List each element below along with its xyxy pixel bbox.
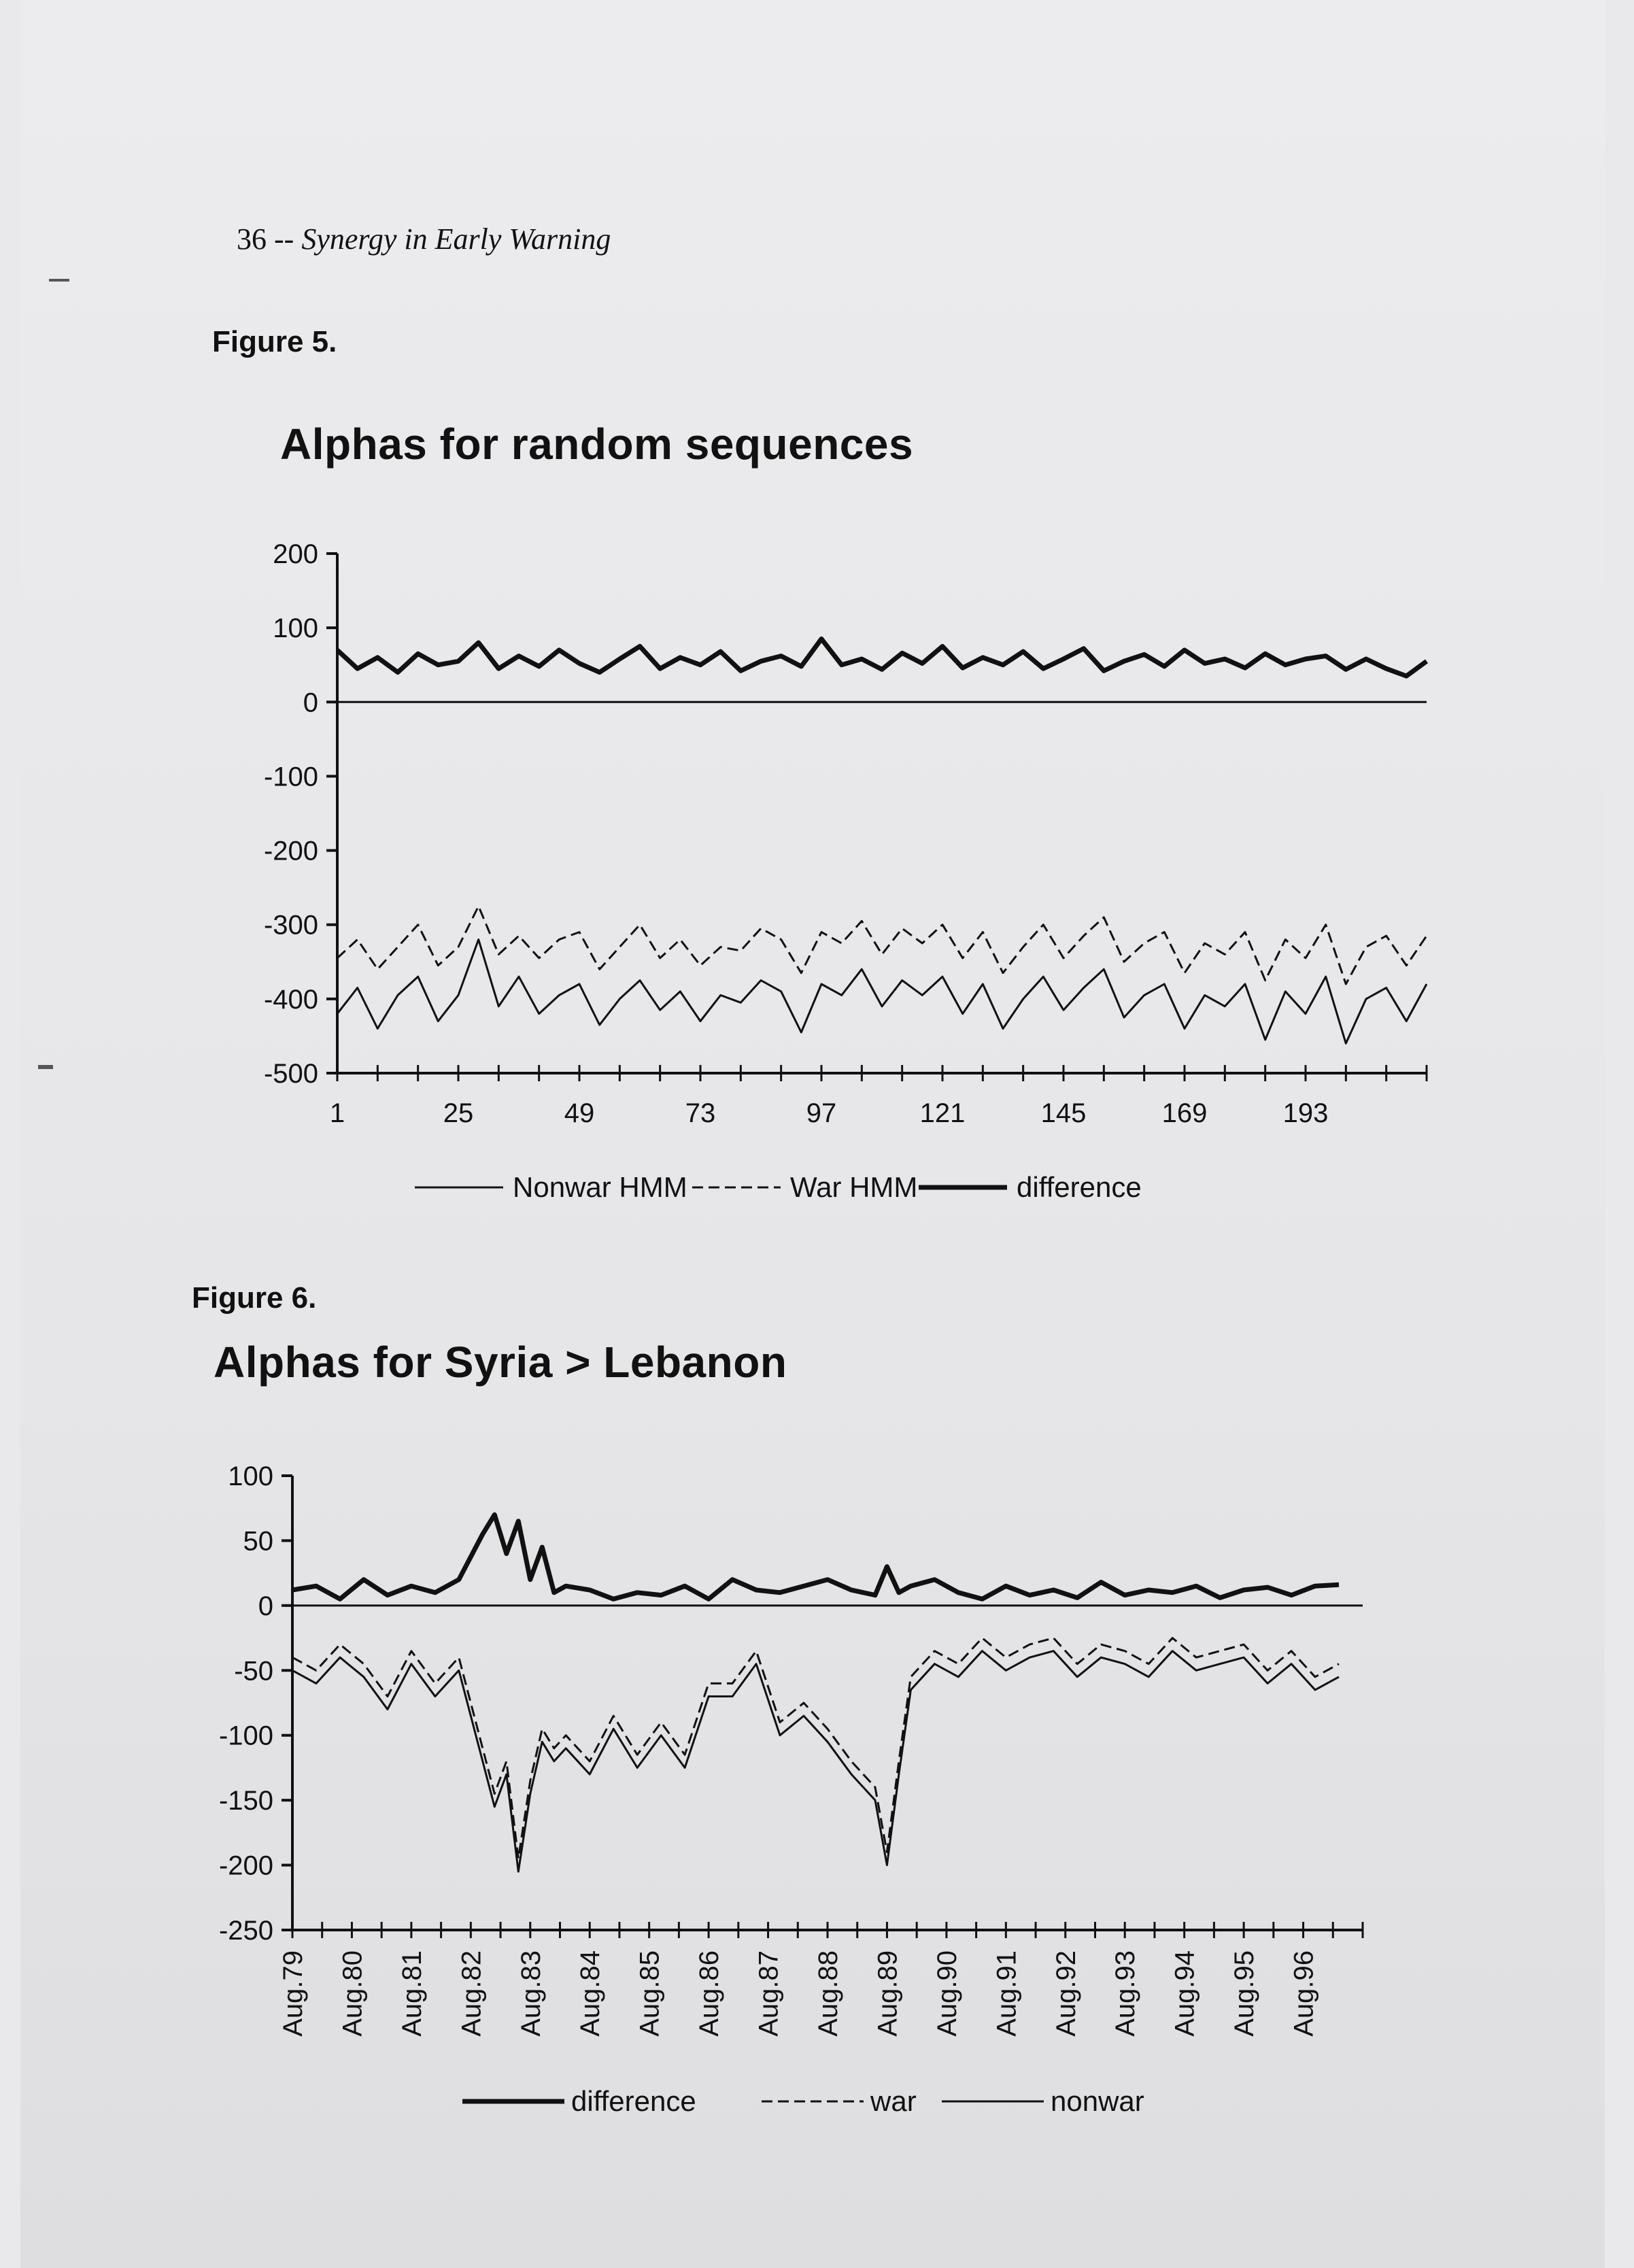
x-tick-label: Aug.86 [694,1950,725,2037]
figure-6-title: Alphas for Syria > Lebanon [214,1338,787,1387]
figure-6-label: Figure 6. [192,1281,317,1315]
x-tick-label: Aug.85 [634,1950,665,2037]
x-tick-label: Aug.89 [872,1950,903,2037]
x-tick-label: Aug.87 [753,1950,784,2037]
series-line-difference [292,1514,1339,1599]
x-tick-label: 193 [1282,1098,1329,1128]
x-tick-label: 73 [685,1098,716,1128]
y-tick-label: -400 [263,984,318,1015]
y-tick-label: 100 [273,613,318,644]
x-tick-label: Aug.79 [278,1950,308,2037]
x-tick-label: Aug.90 [932,1950,962,2037]
y-tick-label: 0 [303,688,318,718]
y-tick-label: -200 [218,1850,273,1881]
y-tick-label: 0 [258,1591,273,1621]
series-line-war [292,1638,1339,1859]
x-tick-label: Aug.92 [1051,1950,1081,2037]
x-tick-label: 145 [1040,1098,1087,1128]
figure-6-legend [462,2085,1144,2117]
x-tick-label: 169 [1161,1098,1208,1128]
x-tick-label: Aug.81 [396,1950,427,2037]
figure-6-series [292,1514,1339,1872]
x-tick-label: Aug.95 [1229,1950,1260,2037]
figure-6-x-axis [278,1922,1363,2037]
x-tick-label: Aug.88 [813,1950,843,2037]
x-tick-label: Aug.91 [991,1950,1022,2037]
page-number: 36 -- [237,222,294,256]
legend-label: Nonwar HMM [513,1171,687,1203]
x-tick-label: 1 [329,1098,345,1128]
legend-label: War HMM [790,1171,918,1203]
book-title: Synergy in Early Warning [301,222,611,256]
series-line-nonwar [292,1651,1339,1872]
y-tick-label: 200 [273,539,318,569]
x-tick-label: Aug.83 [515,1950,546,2037]
y-tick-label: -300 [263,910,318,941]
y-tick-label: 100 [228,1461,273,1491]
x-tick-label: Aug.94 [1170,1950,1200,2037]
legend-label: war [870,2085,917,2117]
y-tick-label: -50 [234,1656,273,1687]
figure-5-label: Figure 5. [212,325,337,358]
x-tick-label: Aug.93 [1110,1950,1141,2037]
y-tick-label: -100 [263,762,318,792]
legend-label: difference [571,2085,696,2117]
y-tick-label: -250 [218,1916,273,1946]
x-tick-label: 49 [564,1098,595,1128]
x-tick-label: 25 [443,1098,474,1128]
x-tick-label: Aug.82 [456,1950,487,2037]
y-tick-label: -100 [218,1721,273,1751]
y-tick-label: -200 [263,836,318,866]
legend-label: difference [1017,1171,1142,1203]
x-tick-label: Aug.80 [337,1950,368,2037]
y-tick-label: -150 [218,1786,273,1816]
x-tick-label: Aug.96 [1289,1950,1319,2037]
y-tick-label: -500 [263,1059,318,1089]
legend-label: nonwar [1051,2085,1144,2117]
y-tick-label: 50 [243,1526,273,1557]
x-tick-label: 121 [919,1098,966,1128]
figure-5-title: Alphas for random sequences [280,420,914,469]
x-tick-label: 97 [806,1098,837,1128]
x-tick-label: Aug.84 [575,1950,606,2037]
